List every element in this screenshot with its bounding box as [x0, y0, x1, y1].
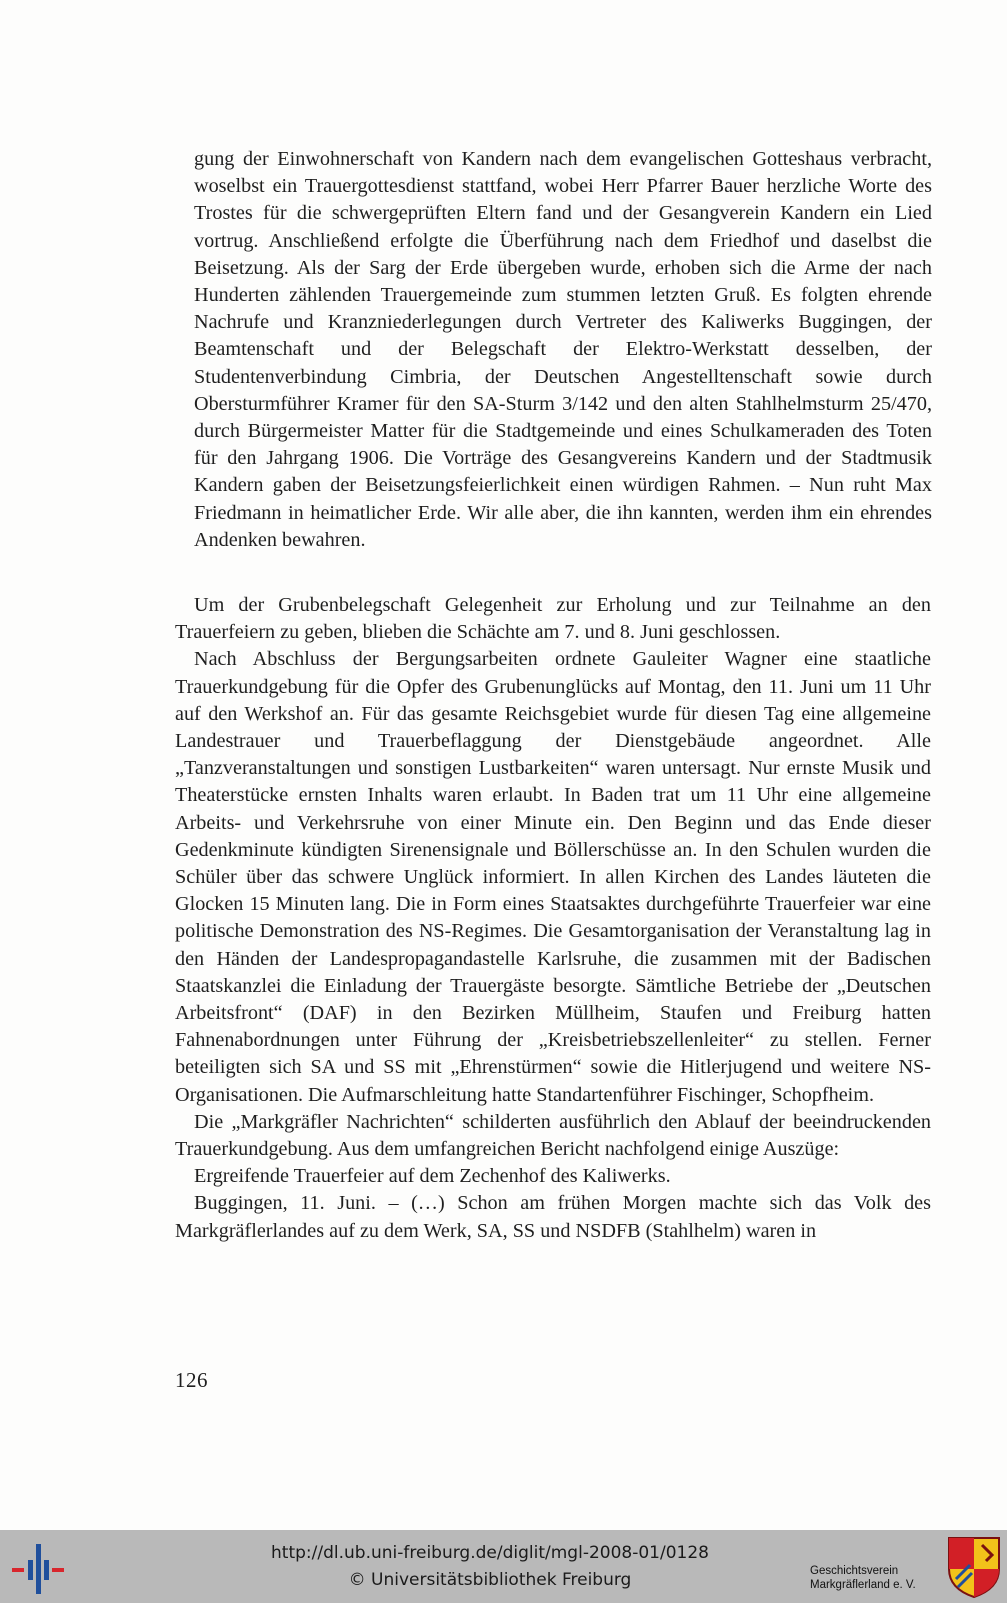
footer-bar	[0, 1530, 1007, 1603]
publisher-line-1: Geschichtsverein	[810, 1565, 899, 1577]
body-heading-line: Ergreifende Trauerfeier auf dem Zechenhof des Kaliwerks.	[194, 1165, 671, 1188]
coat-of-arms-icon[interactable]	[946, 1535, 1002, 1599]
footer-source-info	[240, 1540, 740, 1594]
copyright-text: © Universitätsbibliothek Freiburg	[348, 1570, 632, 1590]
quote-paragraph: gung der Einwohnerschaft von Kandern nach dem evangelischen Gotteshaus verbracht, woselbst ein Trauergottesdienst stattfand, wobei Herr Pfarrer Bauer herzliche Worte des Trostes für die schwergeprüften Eltern fand und der Gesangverein Kandern ein Lied vortrug. Anschließend erfolgte die Überführung nach dem Friedhof und daselbst die Beisetzung. Als der Sarg der Erde übergeben wurde, erhoben sich die Arme der nach Hunderten zählenden Trauergemeinde zum stummen letzten Gruß. Es folgten ehrende Nachrufe und Kranzniederlegungen durch Vertreter des Kaliwerks Buggingen, der Beamtenschaft und der Belegschaft der Elektro-Werkstatt desselben, der Studentenverbindung Cimbria, der Deutschen Angestelltenschaft sowie durch Obersturmführer Kramer für den SA-Sturm 3/142 und den alten Stahlhelmsturm 25/470, durch Bürgermeister Matter für die Stadtgemeinde und eines Schulkameraden des Toten für den Jahrgang 1906. Die Vorträge des Gesangvereins Kandern und der Stadtmusik Kandern gaben der Beisetzungsfeierlichkeit einen würdigen Rahmen. – Nun ruht Max Friedmann in heimatlicher Erde. Wir alle aber, die ihn kannten, werden ihm ein ehrendes Andenken bewahren.	[194, 148, 932, 551]
main-text-block	[175, 592, 931, 1245]
page-number: 126	[175, 1368, 208, 1392]
body-paragraph: Nach Abschluss der Bergungsarbeiten ordnete Gauleiter Wagner eine staatliche Trauerkundgebung für die Opfer des Grubenunglücks auf Montag, den 11. Juni um 11 Uhr auf den Werkshof an. Für das gesamte Reichsgebiet wurde für diesen Tag eine allgemeine Landestrauer und Trauerbeflaggung der Dienstgebäude angeordnet. Alle „Tanzveranstaltungen und sonstigen Lustbarkeiten“ waren untersagt. Nur ernste Musik und Theaterstücke ernsten Inhalts waren erlaubt. In Baden trat um 11 Uhr eine allgemeine Arbeits- und Verkehrsruhe von einer Minute ein. Den Beginn und das Ende dieser Gedenkminute kündigten Sirenensignale und Böllerschüsse an. In den Schulen wurden die Schüler über das schwere Unglück informiert. In allen Kirchen des Landes läuteten die Glocken 15 Minuten lang. Die in Form eines Staatsaktes durchgeführte Trauerfeier war eine politische Demonstration des NS-Regimes. Die Gesamtorganisation der Veranstaltung lag in den Händen der Landespropagandastelle Karlsruhe, die zusammen mit der Badischen Staatskanzlei die Einladung der Trauergäste besorgte. Sämtliche Betriebe der „Deutschen Arbeitsfront“ (DAF) in den Bezirken Müllheim, Staufen und Freiburg hatten Fahnenabordnungen unter Führung der „Kreisbetriebszellenleiter“ zu stellen. Ferner beteiligten sich SA und SS mit „Ehrenstürmen“ sowie die Hitlerjugend und weitere NS-Organisationen. Die Aufmarschleitung hatte Standartenführer Fischinger, Schopfheim.	[175, 648, 931, 1106]
publisher-name	[810, 1564, 960, 1592]
quoted-text-block	[194, 146, 932, 554]
ub-freiburg-logo-icon[interactable]	[8, 1538, 68, 1596]
source-url-link[interactable]: http://dl.ub.uni-freiburg.de/diglit/mgl-2008-01/0128	[271, 1543, 709, 1563]
body-paragraph: Um der Grubenbelegschaft Gelegenheit zur Erholung und zur Teilnahme an den Trauerfeiern zu geben, blieben die Schächte am 7. und 8. Juni geschlossen.	[175, 594, 931, 644]
body-paragraph: Buggingen, 11. Juni. – (…) Schon am frühen Morgen machte sich das Volk des Markgräflerlandes auf zu dem Werk, SA, SS und NSDFB (Stahlhelm) waren in	[175, 1192, 931, 1242]
body-paragraph: Die „Markgräfler Nachrichten“ schilderten ausführlich den Ablauf der beeindruckenden Trauerkundgebung. Aus dem umfangreichen Bericht nachfolgend einige Auszüge:	[175, 1110, 931, 1161]
publisher-line-2: Markgräflerland e. V.	[810, 1579, 916, 1591]
